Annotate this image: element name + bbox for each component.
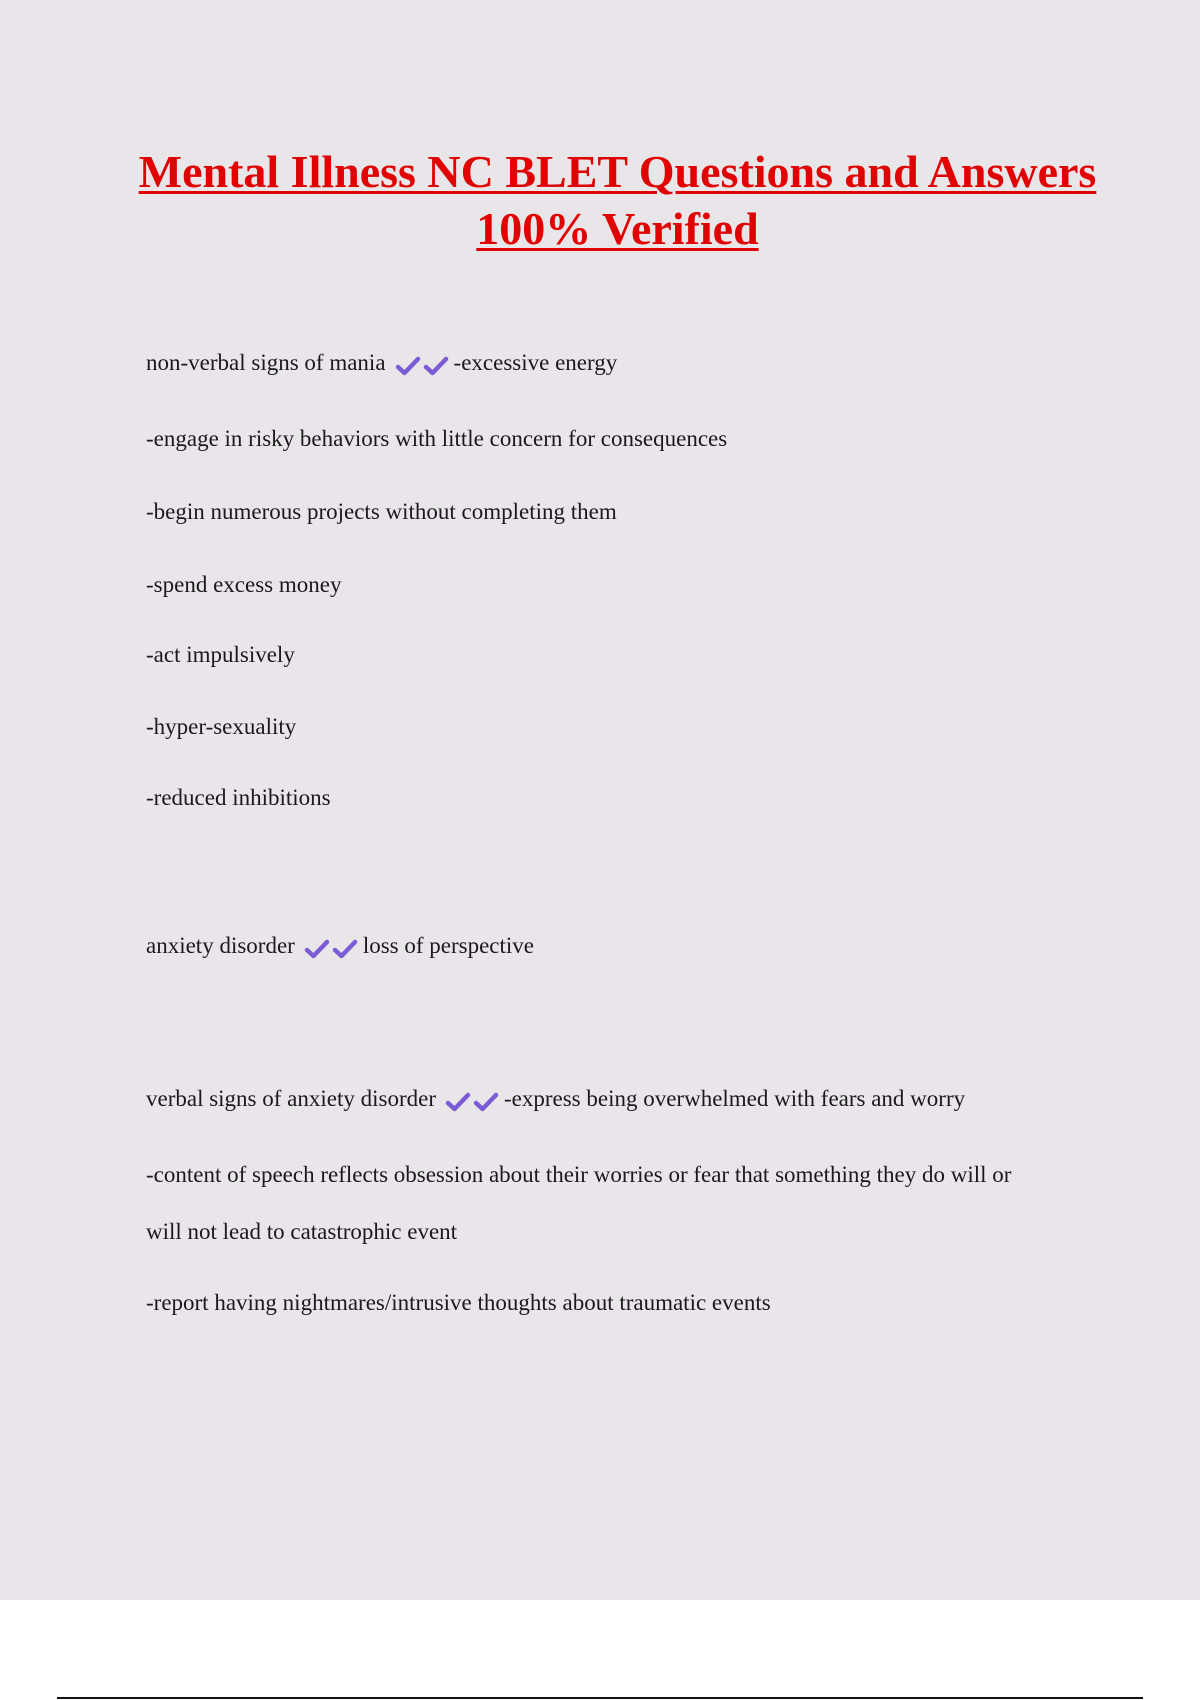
question-text: verbal signs of anxiety disorder — [146, 1086, 436, 1111]
entry-question-line — [146, 1085, 965, 1115]
answer-line: -reduced inhibitions — [146, 785, 331, 810]
question-text: anxiety disorder — [146, 933, 295, 958]
check-mark-icon — [303, 937, 331, 961]
answer-line: -spend excess money — [146, 572, 342, 597]
entry-question-line — [146, 349, 617, 379]
document-title: Mental Illness NC BLET Questions and Answers 100% Verified — [138, 146, 1097, 254]
entry-question-line — [146, 932, 534, 962]
check-mark-icon — [331, 937, 359, 961]
answer-marker — [303, 934, 359, 962]
check-mark-icon — [472, 1090, 500, 1114]
answer-text: loss of perspective — [362, 933, 535, 958]
check-mark-icon — [444, 1090, 472, 1114]
answer-line: will not lead to catastrophic event — [146, 1219, 458, 1244]
check-mark-icon — [394, 354, 422, 378]
answer-line: -content of speech reflects obsession about their worries or fear that something they do will or — [146, 1162, 1012, 1187]
answer-line: -hyper-sexuality — [146, 714, 297, 739]
answer-text: -express being overwhelmed with fears and worry — [503, 1086, 966, 1111]
answer-text: -excessive energy — [453, 350, 618, 375]
footer-divider — [57, 1697, 1143, 1699]
check-mark-icon — [422, 354, 450, 378]
question-text: non-verbal signs of mania — [146, 350, 386, 375]
answer-line: -report having nightmares/intrusive thoughts about traumatic events — [146, 1290, 771, 1315]
answer-marker — [394, 351, 450, 379]
answer-line: -begin numerous projects without completing them — [146, 499, 617, 524]
answer-line: -engage in risky behaviors with little concern for consequences — [146, 426, 728, 451]
answer-line: -act impulsively — [146, 642, 295, 667]
answer-marker — [444, 1087, 500, 1115]
